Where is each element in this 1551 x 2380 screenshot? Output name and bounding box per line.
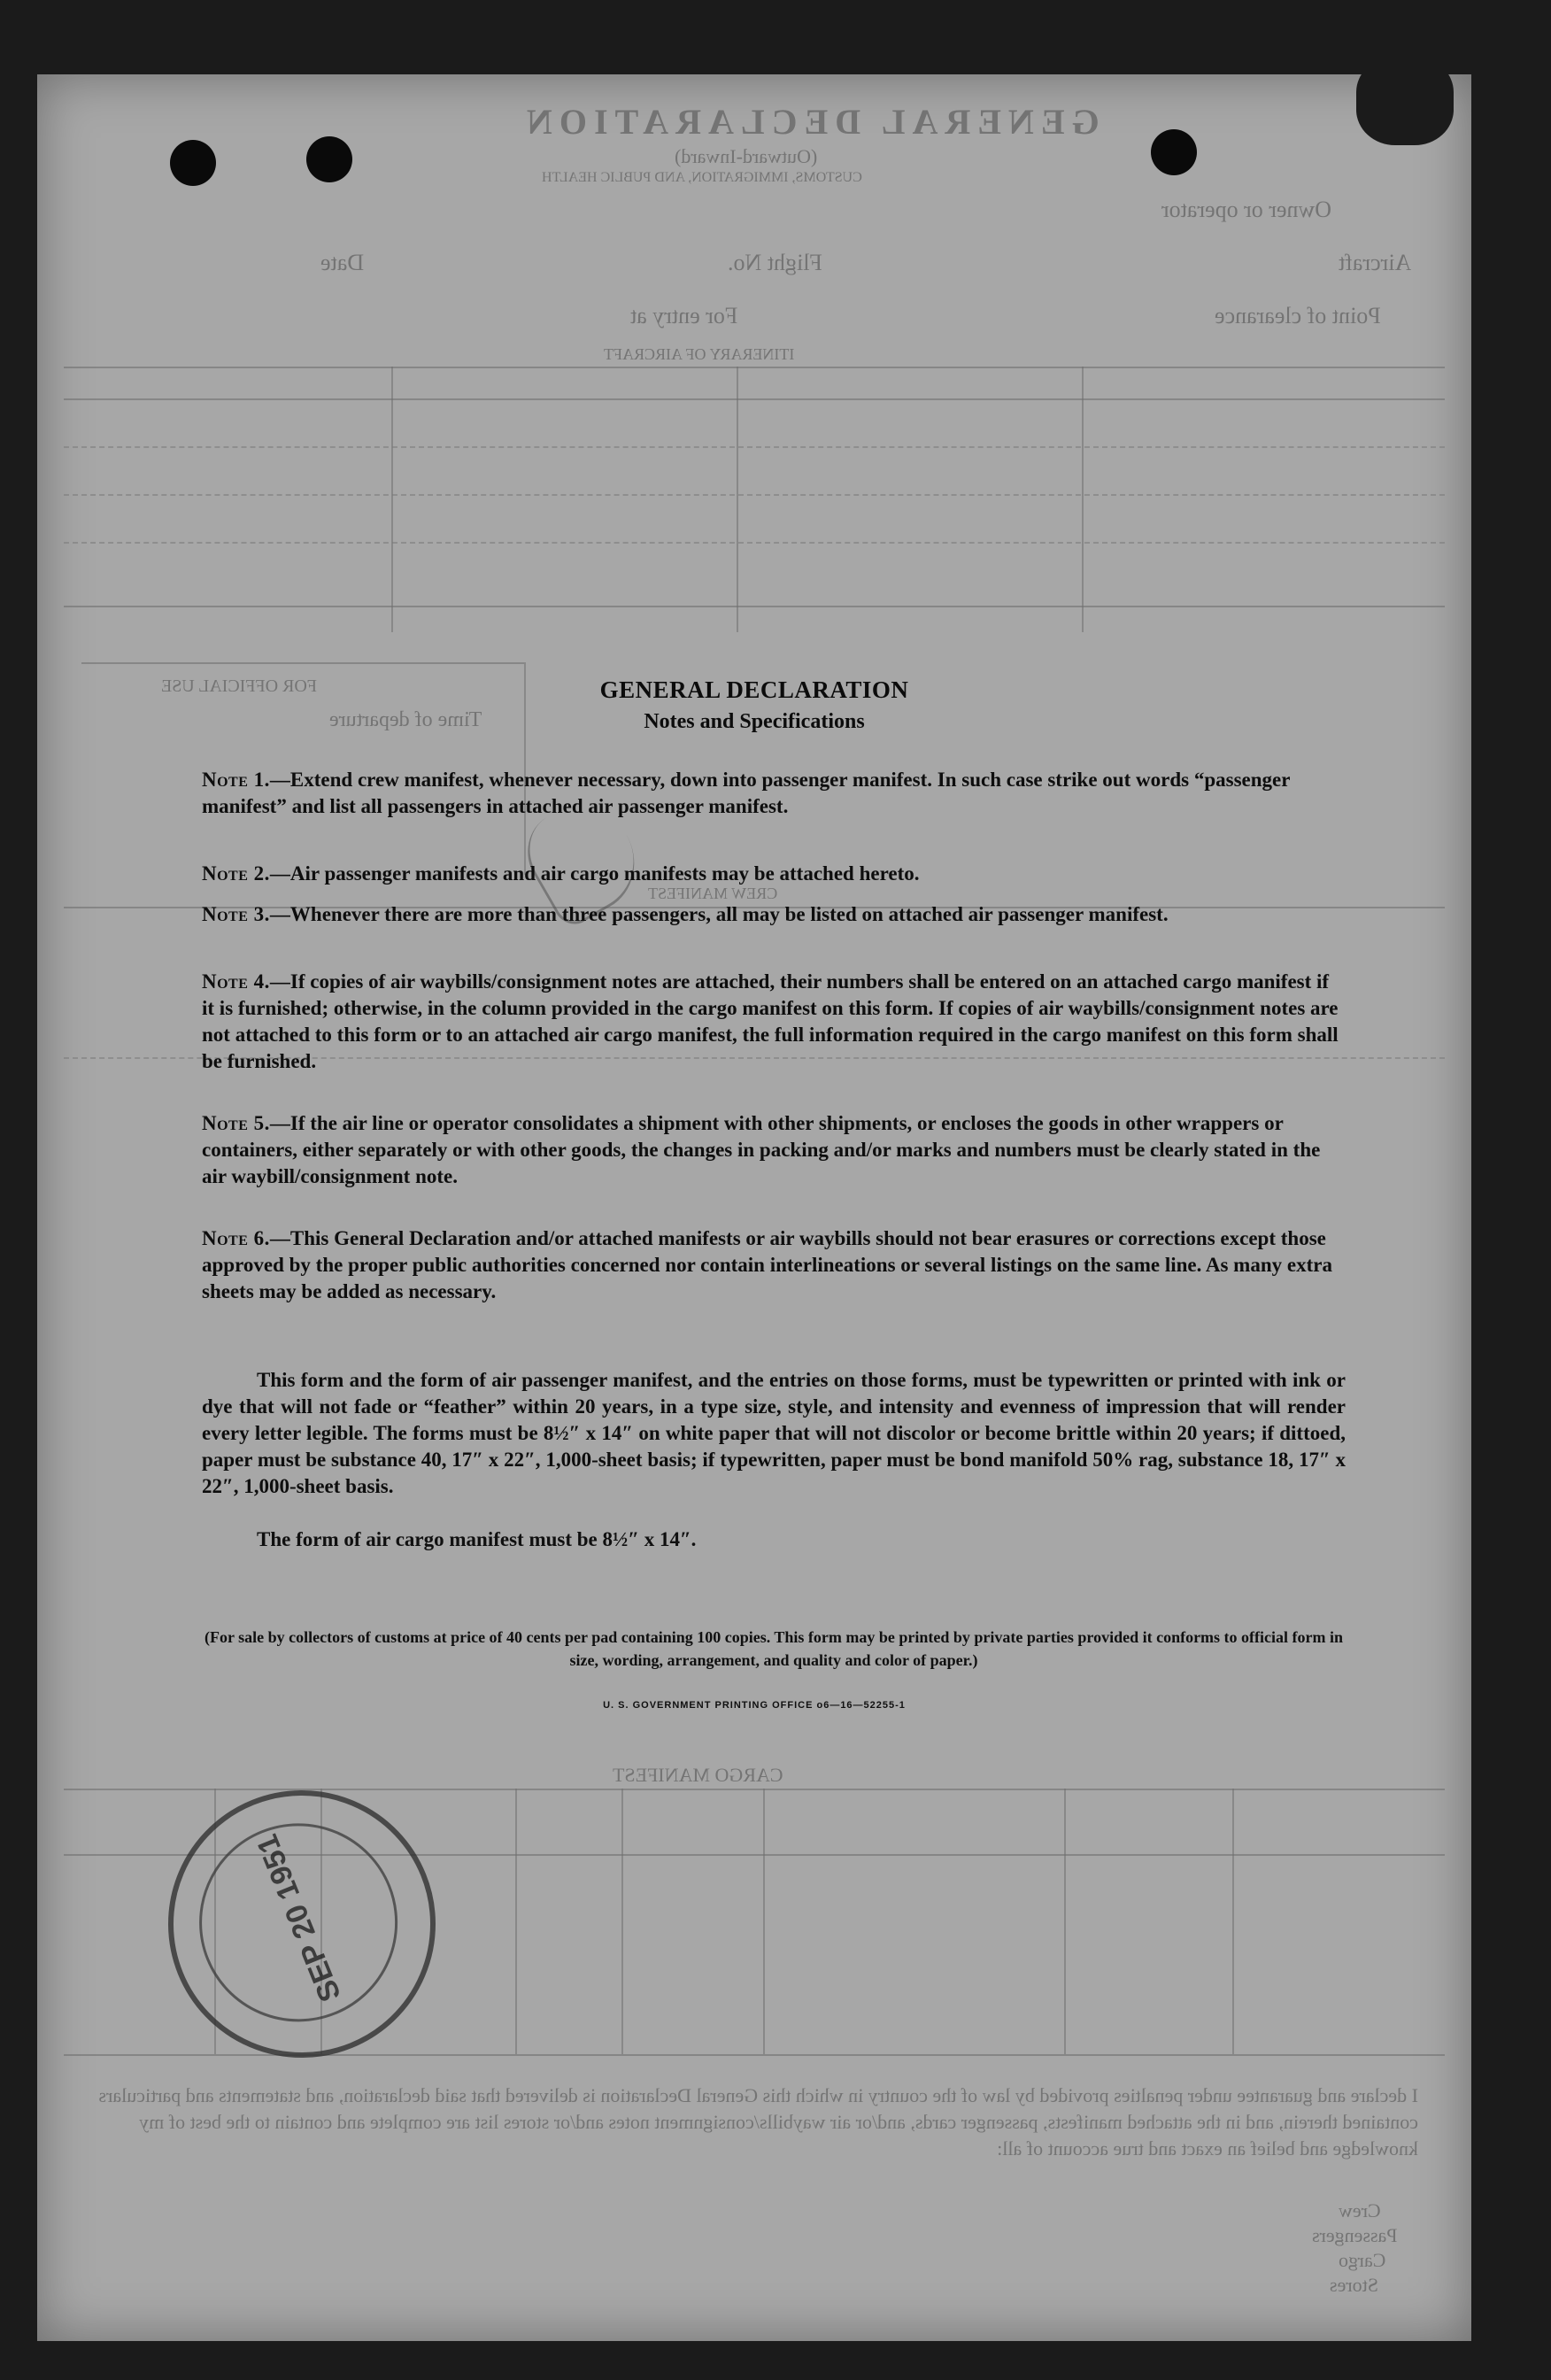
ghost-itinerary-row-3 — [64, 542, 1445, 544]
ghost-row-crew: Crew — [1339, 2199, 1381, 2222]
note-5-text: —If the air line or operator consolidates a shipment with other shipments, or encloses the goods in other wrappers or containers, either separately or with other goods, the changes in packing and/or marks and numbers must be clearly stated in the air waybill/consignment note. — [202, 1112, 1321, 1187]
note-2 — [202, 861, 1346, 887]
note-1 — [202, 767, 1346, 820]
page-title: GENERAL DECLARATION — [599, 676, 909, 703]
ghost-cargo-col-5 — [763, 1789, 765, 2054]
ghost-clearance-label: Point of clearance — [1215, 303, 1381, 328]
punch-hole-center-left — [306, 136, 352, 182]
ghost-cargo-col-4 — [621, 1789, 623, 2054]
note-4 — [202, 969, 1346, 1075]
ghost-itinerary-row-1 — [64, 446, 1445, 448]
ghost-cargo-col-6 — [1064, 1789, 1066, 2054]
note-6-label: Note 6. — [202, 1227, 270, 1249]
note-5 — [202, 1110, 1346, 1190]
ghost-date-label: Date — [320, 250, 365, 275]
ghost-official-box-top — [81, 662, 524, 664]
punch-hole-left — [170, 140, 216, 186]
punch-hole-right — [1151, 129, 1197, 175]
ghost-itinerary-label: ITINERARY OF AIRCRAFT — [604, 345, 795, 363]
ghost-declaration-text: I declare and guarantee under penalties provided by law of the country in which this General Declaration is delivered that said declaration, and statements and particulars contained therein, and in the attached manifests, passenger cards, and/or air waybills/consignment notes and/or stores list are complete and contain to the best of my knowledge and belief an exact and true account of all: — [98, 2084, 1418, 2160]
ghost-subtitle: (Outward-Inward) — [675, 145, 818, 167]
ghost-crew-label: CREW MANIFEST — [648, 885, 778, 902]
ghost-flight-label: Flight No. — [728, 250, 822, 275]
ghost-cargo-col-7 — [1232, 1789, 1234, 2054]
ghost-aircraft-label: Aircraft — [1339, 250, 1412, 275]
ghost-row-passengers: Passengers — [1312, 2224, 1398, 2246]
note-6 — [202, 1225, 1346, 1305]
ghost-itinerary-bottom-rule — [64, 606, 1445, 607]
ghost-itinerary-header-rule — [64, 398, 1445, 400]
note-2-label: Note 2. — [202, 862, 270, 885]
ghost-row-cargo: Cargo — [1339, 2249, 1386, 2271]
ghost-owner-label: Owner or operator — [1161, 197, 1332, 222]
punch-hole-far-right — [1356, 74, 1454, 145]
ghost-official-use: FOR OFFICIAL USE — [161, 676, 317, 696]
document-page — [37, 74, 1471, 2341]
customs-stamp — [127, 1750, 475, 2098]
note-2-text: —Air passenger manifests and air cargo manifests may be attached hereto. — [269, 862, 920, 885]
page-subtitle: Notes and Specifications — [644, 710, 865, 733]
cargo-size-line: The form of air cargo manifest must be 8½″ x 14″. — [257, 1528, 697, 1550]
sale-notice: (For sale by collectors of customs at price of 40 cents per pad containing 100 copies. This form may be printed by private parties provided it conforms to official form in size, wording, arrangement, and quality and color of paper.) — [204, 1628, 1344, 1669]
ghost-cargo-top-rule — [64, 1789, 1445, 1790]
ghost-itinerary-row-2 — [64, 494, 1445, 496]
note-5-label: Note 5. — [202, 1112, 270, 1134]
ghost-departure-label: Time of departure — [329, 708, 482, 731]
ghost-agency: CUSTOMS, IMMIGRATION, AND PUBLIC HEALTH — [542, 170, 862, 185]
specification-paragraph: This form and the form of air passenger manifest, and the entries on those forms, must be typewritten or printed with ink or dye that will not fade or “feather” within 20 years, in a type size, style, and intensity and evenness of impression that will render every letter legible. The forms must be 8½″ x 14″ on white paper that will not discolor or become brittle within 20 years; if dittoed, paper must be substance 40, 17″ x 22″, 1,000-sheet basis; if typewritten, paper must be bond manifold 50% rag, substance 18, 17″ x 22″, 1,000-sheet basis. — [202, 1369, 1346, 1497]
customs-stamp-date: SEP 20 1951 — [250, 1829, 348, 2006]
note-3-text: —Whenever there are more than three passengers, all may be listed on attached air passenger manifest. — [269, 903, 1169, 925]
ghost-itinerary-col-1 — [391, 367, 393, 632]
ghost-title: GENERAL DECLARATION — [520, 102, 1100, 142]
ghost-cargo-col-3 — [515, 1789, 517, 2054]
ghost-cargo-manifest: CARGO MANIFEST — [613, 1764, 783, 1786]
note-1-text: —Extend crew manifest, whenever necessary, down into passenger manifest. In such case strike out words “passenger manifest” and list all passengers in attached air passenger manifest. — [202, 769, 1291, 817]
printer-line: U. S. GOVERNMENT PRINTING OFFICE o6—16—52255-1 — [603, 1700, 906, 1711]
note-6-text: —This General Declaration and/or attached manifests or air waybills should not bear erasures or corrections except those approved by the proper public authorities concerned nor contain interlineations or several listings on the same line. As many extra sheets may be added as necessary. — [202, 1227, 1332, 1302]
ghost-row-stores: Stores — [1330, 2274, 1378, 2296]
ghost-itinerary-top-rule — [64, 367, 1445, 368]
note-3 — [202, 901, 1346, 928]
note-1-label: Note 1. — [202, 769, 270, 791]
ghost-itinerary-col-3 — [1082, 367, 1084, 632]
ghost-entry-label: For entry at — [630, 303, 738, 328]
note-4-label: Note 4. — [202, 970, 270, 993]
note-4-text: —If copies of air waybills/consignment notes are attached, their numbers shall be entered on an attached cargo manifest if it is furnished; otherwise, in the column provided in the cargo manifest on this form. If copies of air waybills/consignment notes are not attached to this form or to an attached air cargo manifest, the full information required in the cargo manifest on this form shall be furnished. — [202, 970, 1339, 1072]
note-3-label: Note 3. — [202, 903, 270, 925]
ghost-itinerary-col-2 — [737, 367, 738, 632]
